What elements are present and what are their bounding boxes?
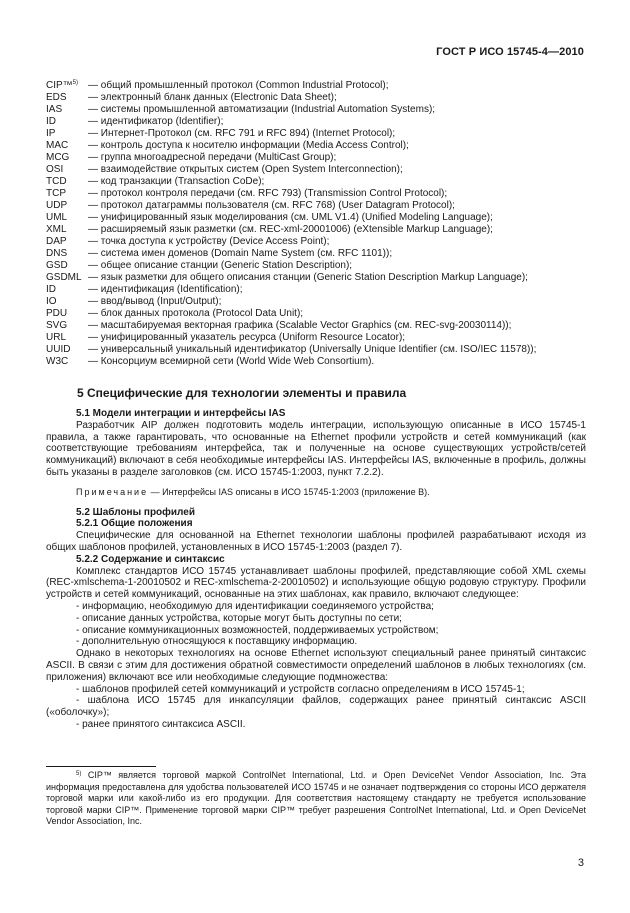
abbreviation-description: — общий промышленный протокол (Common Industrial Protocol); [88, 80, 389, 91]
paragraph: Однако в некоторых технологиях на основе Ethernet используют специальный ранее принятый синтаксис ASCII. В связи с этим для достижения обратной совместимости определений шаблонов в любых технологиях (см. приложения) включают все или необходимые следующие подмножества: [46, 648, 586, 683]
abbreviation-description: — идентификация (Identification); [88, 284, 243, 295]
abbreviation-row [46, 200, 586, 212]
abbreviation-description: — масштабируемая векторная графика (Scalable Vector Graphics (см. REC-svg-20030114)); [88, 320, 512, 331]
abbreviation-row [46, 248, 586, 260]
abbreviation-row [46, 188, 586, 200]
abbreviation-description: — универсальный уникальный идентификатор (Universally Unique Identifier (см. ISO/IEC 11578)); [88, 344, 537, 355]
abbreviation-description: — язык разметки для общего описания станции (Generic Station Description Markup Language); [88, 272, 528, 283]
list-item: - дополнительную относящуюся к поставщику информацию. [76, 636, 358, 648]
abbreviation-row [46, 152, 586, 164]
abbreviation-code: XML [46, 224, 67, 235]
section-title: 5 Специфические для технологии элементы и правила [77, 386, 407, 400]
abbreviation-description: — Консорциум всемирной сети (World Wide Web Consortium). [88, 356, 375, 367]
abbreviation-code: DAP [46, 236, 67, 247]
note-text: — Интерфейсы IAS описаны в ИСО 15745-1:2003 (приложение B). [148, 486, 430, 497]
note-label: Примечание [76, 486, 149, 497]
abbreviation-description: — электронный бланк данных (Electronic Data Sheet); [88, 92, 337, 103]
abbreviation-description: — код транзакции (Transaction CoDe); [88, 176, 265, 187]
abbreviation-code: PDU [46, 308, 68, 319]
abbreviation-row [46, 164, 586, 176]
abbreviation-description: — система имен доменов (Domain Name System (см. RFC 1101)); [88, 248, 393, 259]
abbreviation-description: — системы промышленной автоматизации (Industrial Automation Systems); [88, 104, 436, 115]
abbreviation-description: — расширяемый язык разметки (см. REC-xml-20001006) (eXtensible Markup Language); [88, 224, 493, 235]
abbreviation-row [46, 212, 586, 224]
abbreviation-code: SVG [46, 320, 68, 331]
list-item: - описание данных устройства, которые могут быть доступны по сети; [76, 612, 402, 624]
abbreviation-code: TCD [46, 176, 67, 187]
list-item: - описание коммуникационных возможностей, поддерживаемых устройством; [76, 624, 439, 636]
abbreviation-description: — унифицированный указатель ресурса (Uniform Resource Locator); [88, 332, 406, 343]
abbreviation-code: TCP [46, 188, 66, 199]
abbreviation-row [46, 332, 586, 344]
list-item: - шаблона ИСО 15745 для инкапсуляции файлов, содержащих ранее принятый синтаксис ASCII («оболочку»); [46, 695, 586, 719]
abbreviation-description: — взаимодействие открытых систем (Open System Interconnection); [88, 164, 403, 175]
abbreviation-code: ID [46, 284, 56, 295]
abbreviation-code: ID [46, 116, 56, 127]
abbreviation-description: — унифицированный язык моделирования (см. UML V1.4) (Unified Modeling Language); [88, 212, 493, 223]
abbreviation-row [46, 128, 586, 140]
footnote [46, 770, 586, 828]
abbreviation-code: UUID [46, 344, 71, 355]
abbreviation-code: URL [46, 332, 67, 343]
abbreviation-code: MCG [46, 152, 70, 163]
footnote-marker: 5) [72, 80, 79, 86]
list-item: - шаблонов профилей сетей коммуникаций и устройств согласно определениям в ИСО 15745-1; [76, 683, 525, 695]
abbreviation-code: MAC [46, 140, 69, 151]
page-number: 3 [577, 857, 584, 869]
subsection-title: 5.1 Модели интеграции и интерфейсы IAS [76, 408, 286, 419]
abbreviation-description: — группа многоадресной передачи (MultiCast Group); [88, 152, 337, 163]
abbreviation-description: — точка доступа к устройству (Device Access Point); [88, 236, 330, 247]
list-item: - ранее принятого синтаксиса ASCII. [76, 718, 246, 730]
abbreviation-code: EDS [46, 92, 67, 103]
page-header: ГОСТ Р ИСО 15745-4—2010 [436, 46, 584, 58]
subsection-title: 5.2.1 Общие положения [76, 518, 193, 530]
abbreviation-row [46, 356, 586, 368]
footnote-divider [46, 766, 156, 767]
abbreviation-code: UML [46, 212, 68, 223]
abbreviation-row [46, 308, 586, 320]
abbreviation-code: IO [46, 296, 57, 307]
abbreviation-code: IP [46, 128, 56, 139]
subsection-title: 5.2 Шаблоны профилей [76, 506, 195, 518]
abbreviation-code: DNS [46, 248, 68, 259]
abbreviation-row [46, 80, 586, 92]
abbreviation-row [46, 104, 586, 116]
paragraph: Комплекс стандартов ИСО 15745 устанавливает шаблоны профилей, представляющие собой XML схемы (REC-xmlschema-1-20010502 и REC-xmlschema-2-20010502) и использующие общую родовую структуру. Профили устройств и сетей коммуникаций, основанные на этих шаблонах, как правило, включают следующее: [46, 565, 586, 601]
abbreviation-row [46, 284, 586, 296]
footnote-marker: 5) [76, 771, 82, 777]
abbreviation-row [46, 116, 586, 128]
abbreviation-code: W3C [46, 356, 69, 367]
abbreviation-row [46, 344, 586, 356]
abbreviation-row [46, 236, 586, 248]
abbreviation-row [46, 92, 586, 104]
list-item: - информацию, необходимую для идентификации соединяемого устройства; [76, 600, 434, 612]
abbreviation-description: — общее описание станции (Generic Station Description); [88, 260, 353, 271]
note [76, 487, 586, 499]
abbreviation-description: — протокол датаграммы пользователя (см. RFC 768) (User Datagram Protocol); [88, 200, 455, 211]
abbreviation-code: CIP™$^{5)}$ [46, 80, 79, 91]
paragraph: Разработчик AIP должен подготовить модель интеграции, использующую описанные в ИСО 15745-1 правила, а также гарантировать, что основанные на Ethernet профили устройств и сетей коммуникаций (как соответствующие требованиям интерфейса, так и полученные на основе существующих устройств/сетей коммуникаций) включают в себя необходимые интерфейсы IAS. Интерфейсы IAS, включенные в профиль, должны быть указаны в разделе заголовков (см. ИСО 15745-1:2003, пункт 7.2.2). [46, 419, 586, 478]
footnote-text: CIP™ является торговой маркой ControlNet International, Ltd. и Open DeviceNet Vendor Association, Inc. Эта информация предоставлена для удобства пользователей ИСО 15745 и не означает подтверждения со стороны ИСО держателя торговой марки или какой-либо из его продукции. Для соответствия настоящему стандарту не требуется использование торговой марки CIP™. Применение торговой марки CIP™ требует разрешения ControlNet International, Ltd. и Open DeviceNet Vendor Association, Inc. [46, 770, 586, 827]
paragraph: Специфические для основанной на Ethernet технологии шаблоны профилей разрабатывают исходя из общих шаблонов профилей, установленных в ИСО 15745-1:2003 (раздел 7). [46, 530, 586, 553]
abbreviation-row [46, 320, 586, 332]
abbreviation-code: GSDML [46, 272, 82, 283]
abbreviation-code: IAS [46, 104, 63, 115]
abbreviation-list [46, 80, 586, 368]
abbreviation-row [46, 140, 586, 152]
abbreviation-code: GSD [46, 260, 68, 271]
abbreviation-description: — протокол контроля передачи (см. RFC 793) (Transmission Control Protocol); [88, 188, 448, 199]
abbreviation-description: — Интернет-Протокол (см. RFC 791 и RFC 894) (Internet Protocol); [88, 128, 396, 139]
abbreviation-description: — ввод/вывод (Input/Output); [88, 296, 222, 307]
abbreviation-row [46, 272, 586, 284]
subsection-title: 5.2.2 Содержание и синтаксис [76, 553, 225, 565]
abbreviation-row [46, 176, 586, 188]
section-body [46, 408, 586, 731]
abbreviation-code: UDP [46, 200, 68, 211]
abbreviation-description: — идентификатор (Identifier); [88, 116, 224, 127]
abbreviation-row [46, 296, 586, 308]
abbreviation-description: — контроль доступа к носителю информации (Media Access Control); [88, 140, 409, 151]
abbreviation-row [46, 224, 586, 236]
abbreviation-code: OSI [46, 164, 64, 175]
abbreviation-row [46, 260, 586, 272]
abbreviation-description: — блок данных протокола (Protocol Data Unit); [88, 308, 304, 319]
